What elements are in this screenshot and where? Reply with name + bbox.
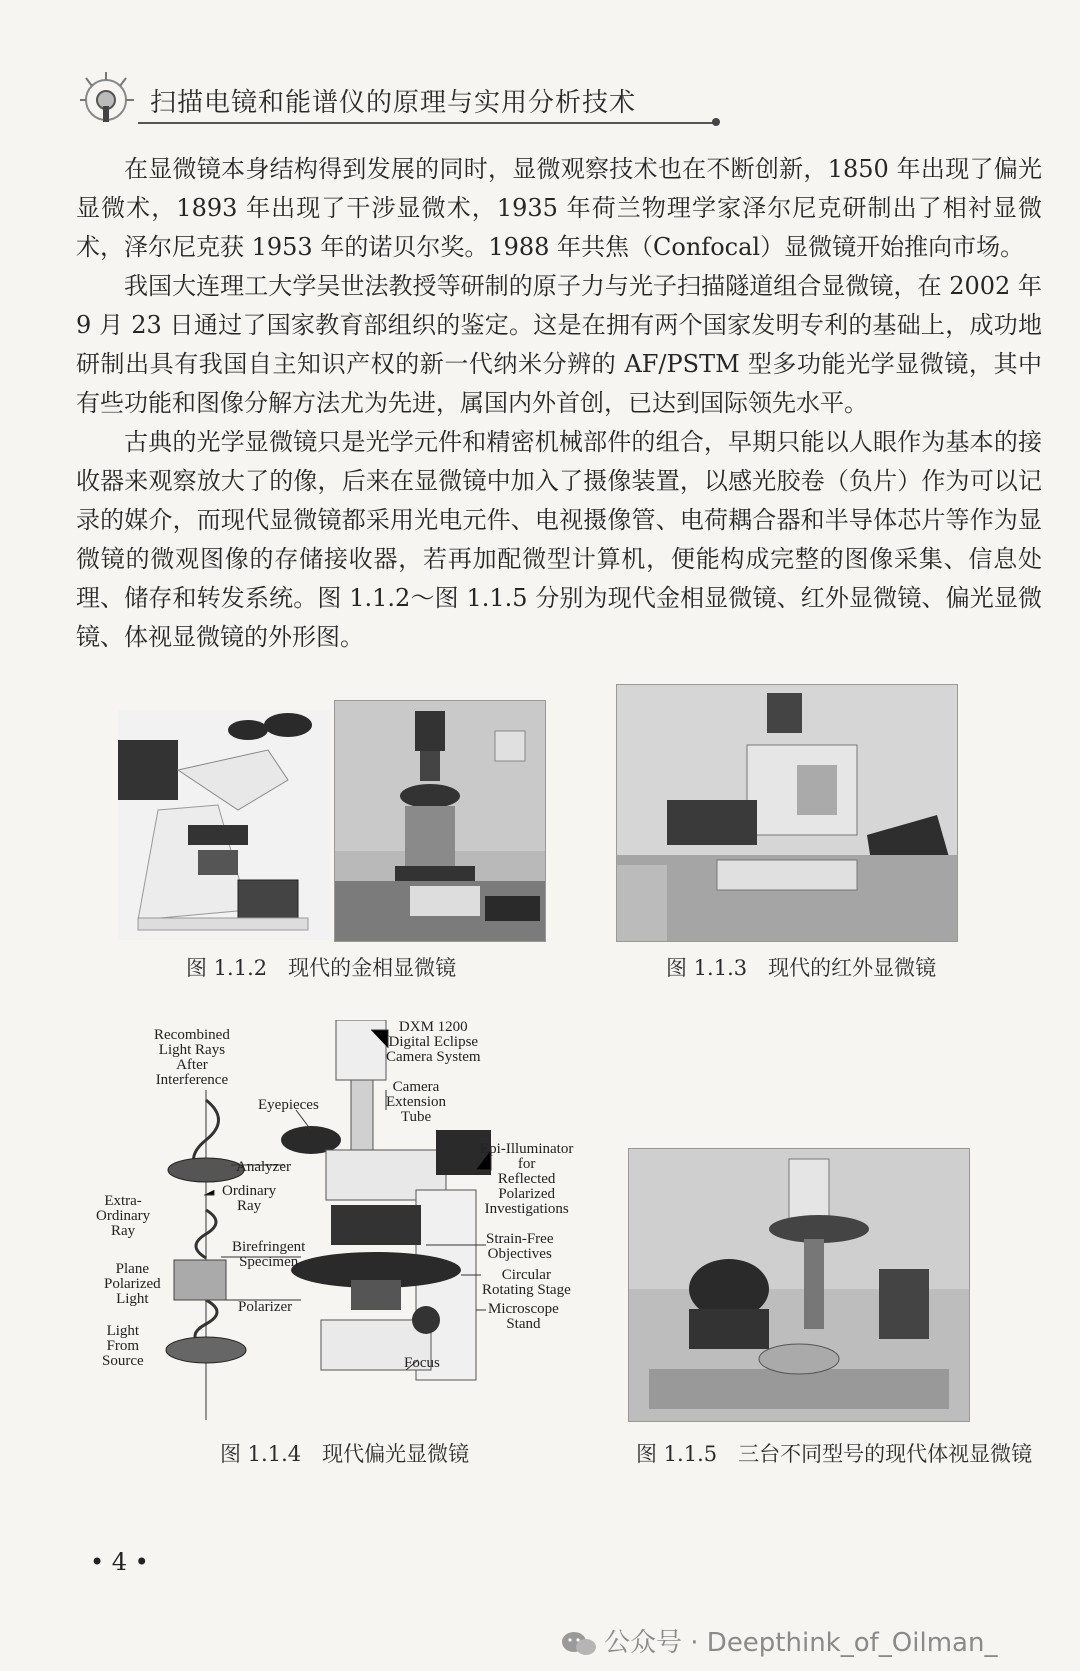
label-focus: Focus [404, 1355, 440, 1371]
figure-1-1-5-caption: 图 1.1.5 三台不同型号的现代体视显微镜 [636, 1442, 1033, 1466]
metallographic-microscope-photo-b [334, 700, 546, 942]
stereo-microscopes-photo [628, 1148, 970, 1422]
body-text [76, 150, 1042, 657]
figure-1-1-2-caption: 图 1.1.2 现代的金相显微镜 [186, 956, 457, 980]
label-analyzer: Analyzer [236, 1159, 291, 1175]
header-rule-dot [712, 118, 720, 126]
watermark-text: 公众号 · Deepthink_of_Oilman_ [604, 1628, 998, 1658]
header-rule [138, 122, 716, 124]
label-light-from-source: Light From Source [102, 1323, 144, 1369]
polarizing-microscope-diagram [96, 1020, 616, 1440]
header-title: 扫描电镜和能谱仪的原理与实用分析技术 [150, 88, 637, 118]
paragraph-2: 我国大连理工大学吴世法教授等研制的原子力与光子扫描隧道组合显微镜，在 2002 年 9 月 23 日通过了国家教育部组织的鉴定。这是在拥有两个国家发明专利的基础上，成功地研制出具有我国自主知识产权的新一代纳米分辨的 AF/PSTM 型多功能光学显微镜，其中有些功能和图像分解方法尤为先进，属国内外首创，已达到国际领先水平。 [76, 272, 1042, 417]
paragraph-1: 在显微镜本身结构得到发展的同时，显微观察技术也在不断创新，1850 年出现了偏光显微术，1893 年出现了干涉显微术，1935 年荷兰物理学家泽尔尼克研制出了相衬显微术，泽尔尼克获 1953 年的诺贝尔奖。1988 年共焦（Confocal）显微镜开始推向市场。 [76, 155, 1042, 261]
label-extraordinary-ray: Extra- Ordinary Ray [96, 1193, 151, 1239]
label-epi-illuminator: Epi-Illuminator for Reflected Polarized Investigations [480, 1141, 574, 1217]
label-camera-extension-tube: Camera Extension Tube [386, 1079, 446, 1125]
paragraph-3: 古典的光学显微镜只是光学元件和精密机械部件的组合，早期只能以人眼作为基本的接收器来观察放大了的像，后来在显微镜中加入了摄像装置，以感光胶卷（负片）作为可以记录的媒介，而现代显微镜都采用光电元件、电视摄像管、电荷耦合器和半导体芯片等作为显微镜的微观图像的存储接收器，若再加配微型计算机，便能构成完整的图像采集、信息处理、储存和转发系统。图 1.1.2～图 1.1.5 分别为现代金相显微镜、红外显微镜、偏光显微镜、体视显微镜的外形图。 [76, 428, 1042, 651]
label-eyepieces: Eyepieces [258, 1097, 319, 1113]
label-birefringent-specimen: Birefringent Specimen [232, 1239, 306, 1270]
figure-1-1-3-caption: 图 1.1.3 现代的红外显微镜 [666, 956, 937, 980]
book-logo-icon [78, 70, 138, 126]
label-circular-rotating-stage: Circular Rotating Stage [482, 1267, 571, 1298]
wechat-icon [560, 1630, 598, 1658]
label-strain-free-objectives: Strain-Free Objectives [486, 1231, 554, 1262]
label-microscope-stand: Microscope Stand [488, 1301, 559, 1332]
infrared-microscope-photo [616, 684, 958, 942]
label-dxm-1200: DXM 1200 Digital Eclipse Camera System [386, 1019, 481, 1065]
metallographic-microscope-photo-a [118, 710, 330, 940]
wechat-watermark [560, 1622, 997, 1659]
running-header [78, 70, 638, 126]
page-number: • 4 • [90, 1548, 149, 1576]
label-polarizer: Polarizer [238, 1299, 293, 1315]
label-plane-polarized-light: Plane Polarized Light [104, 1261, 161, 1307]
label-recombined-light-rays: Recombined Light Rays After Interference [154, 1027, 230, 1088]
figure-1-1-4-caption: 图 1.1.4 现代偏光显微镜 [220, 1442, 470, 1466]
label-ordinary-ray: Ordinary Ray [222, 1183, 277, 1214]
